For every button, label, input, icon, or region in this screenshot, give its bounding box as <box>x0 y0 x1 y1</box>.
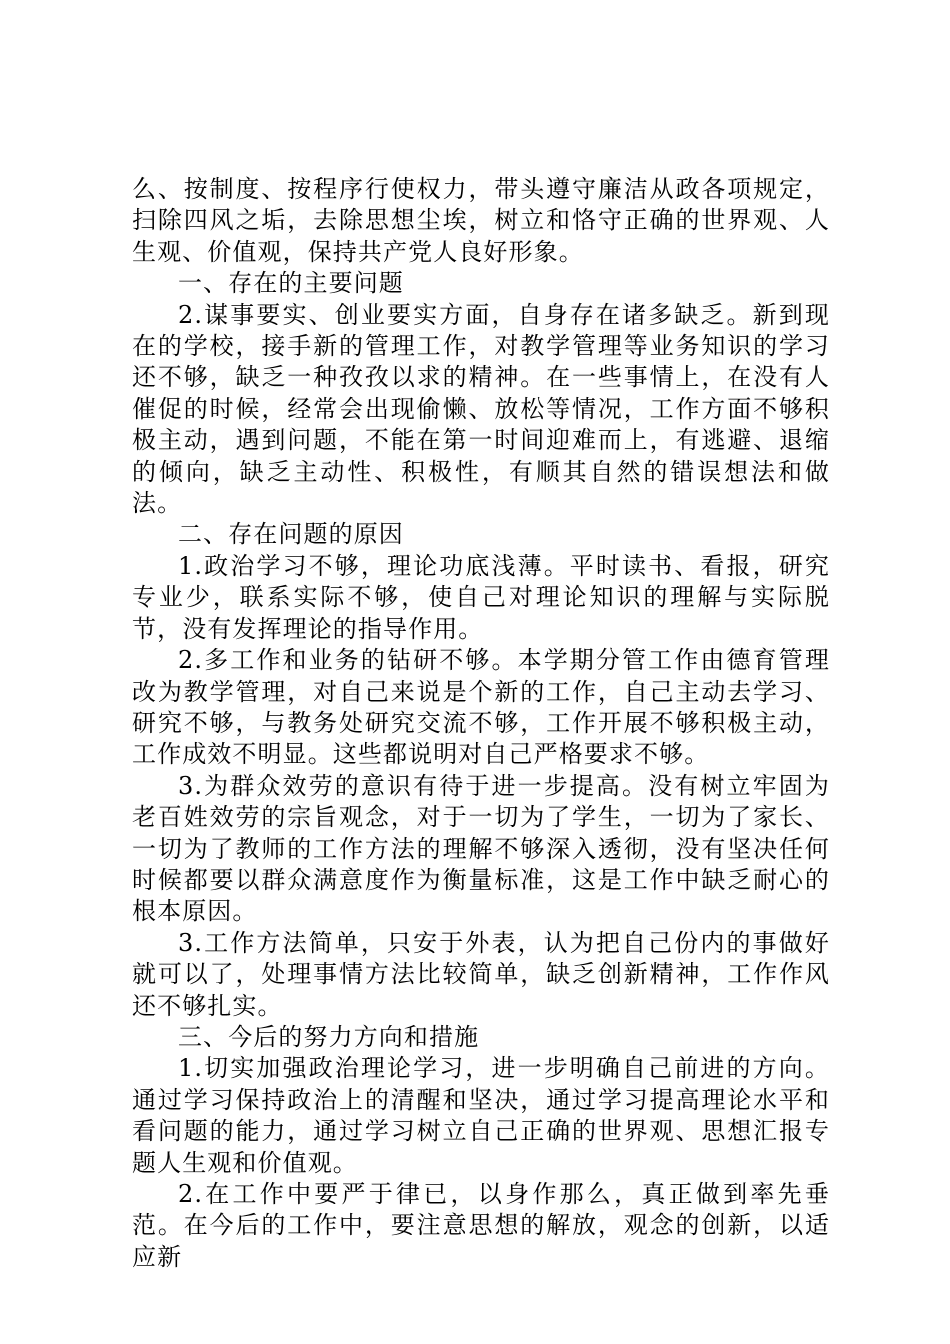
paragraph-cause-3a: 3.为群众效劳的意识有待于进一步提高。没有树立牢固为老百姓效劳的宗旨观念，对于一切为了学生，一切为了家长、一切为了教师的工作方法的理解不够深入透彻，没有坚决任何时候都要以群众满意度作为衡量标准，这是工作中缺乏耐心的根本原因。 <box>132 771 830 926</box>
paragraph-cause-1: 1.政治学习不够，理论功底浅薄。平时读书、看报，研究专业少，联系实际不够，使自己对理论知识的理解与实际脱节，没有发挥理论的指导作用。 <box>132 551 830 643</box>
section-heading-3: 三、今后的努力方向和措施 <box>178 1022 480 1051</box>
paragraph-measure-1: 1.切实加强政治理论学习，进一步明确自己前进的方向。通过学习保持政治上的清醒和坚决，通过学习提高理论水平和看问题的能力，通过学习树立自己正确的世界观、思想汇报专题人生观和价值观。 <box>132 1054 830 1177</box>
paragraph-continuation: 么、按制度、按程序行使权力，带头遵守廉洁从政各项规定，扫除四风之垢，去除思想尘埃，树立和恪守正确的世界观、人生观、价值观，保持共产党人良好形象。 <box>132 175 830 266</box>
document-body <box>132 174 830 1273</box>
paragraph-problem-2: 2.谋事要实、创业要实方面，自身存在诸多缺乏。新到现在的学校，接手新的管理工作，对教学管理等业务知识的学习还不够，缺乏一种孜孜以求的精神。在一些事情上，在没有人催促的时候，经常会出现偷懒、放松等情况，工作方面不够积极主动，遇到问题，不能在第一时间迎难而上，有逃避、退缩的倾向，缺乏主动性、积极性，有顺其自然的错误想法和做法。 <box>132 300 830 518</box>
paragraph-cause-3b: 3.工作方法简单，只安于外表，认为把自己份内的事做好就可以了，处理事情方法比较简单，缺乏创新精神，工作作风还不够扎实。 <box>132 928 830 1020</box>
paragraph-cause-2: 2.多工作和业务的钻研不够。本学期分管工作由德育管理改为教学管理，对自己来说是个新的工作，自己主动去学习、研究不够，与教务处研究交流不够，工作开展不够积极主动，工作成效不明显。这些都说明对自己严格要求不够。 <box>132 646 830 769</box>
section-heading-1: 一、存在的主要问题 <box>178 269 404 298</box>
paragraph-measure-2: 2.在工作中要严于律已，以身作那么，真正做到率先垂范。在今后的工作中，要注意思想的解放，观念的创新，以适应新 <box>132 1180 830 1271</box>
section-heading-2: 二、存在问题的原因 <box>178 520 404 549</box>
